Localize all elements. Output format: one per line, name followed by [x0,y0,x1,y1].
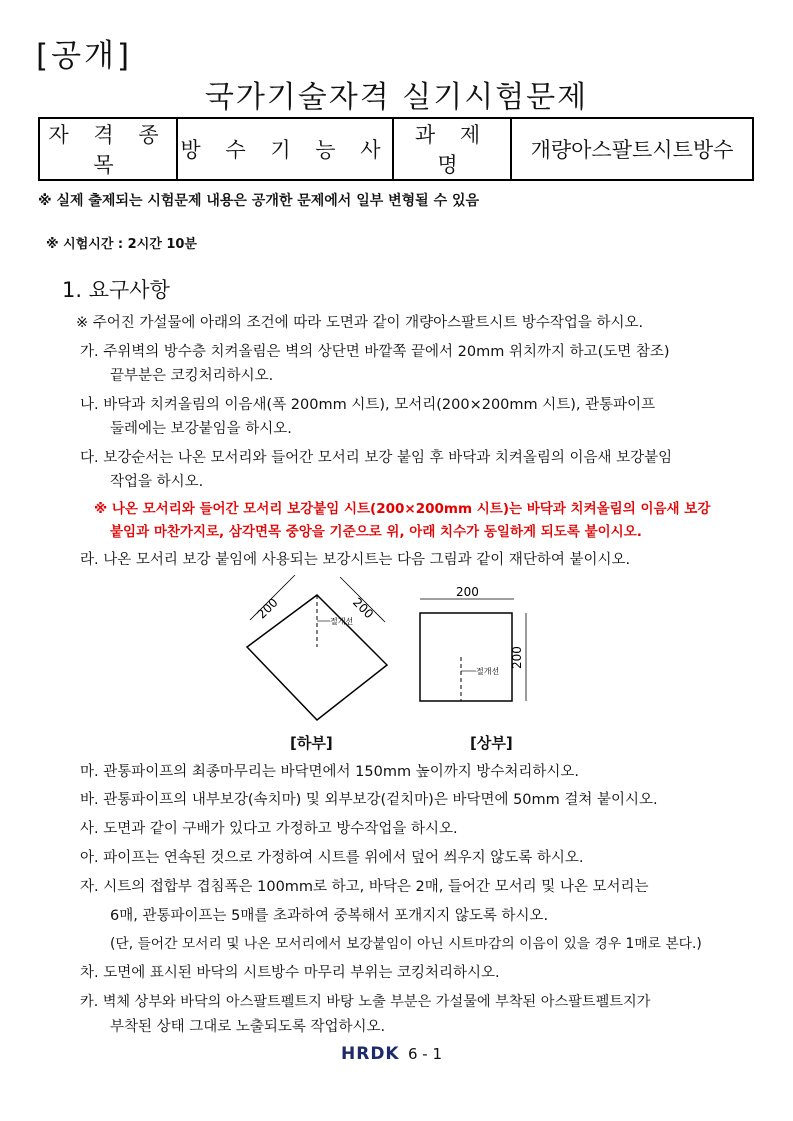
dim-top-label: 200 [456,585,479,599]
cut-line-label-1: 절개선 [330,617,354,626]
notice-text: ※ 실제 출제되는 시험문제 내용은 공개한 문제에서 일부 변형될 수 있음 [38,193,480,209]
dim-side-label: 200 [510,646,524,669]
item-ga-line2: 끝부분은 코킹처리하시오. [110,368,274,384]
cut-line-label-2: 절개선 [476,667,500,676]
cut-sheet-figure [230,575,550,725]
dim-right-label: 200 [350,595,377,622]
item-ma: 마. 관통파이프의 최종마무리는 바닥면에서 150mm 높이까지 방수처리하시오. [80,764,579,780]
qualification-info-table [38,117,754,181]
task-label: 과 제 명 [393,118,511,180]
item-na-line1: 나. 바닥과 치켜올림의 이음새(폭 200mm 시트), 모서리(200×200mm 시트), 관통파이프 [80,397,656,413]
category-label: 자 격 종 목 [39,118,177,180]
section-heading: 1. 요구사항 [62,278,170,302]
item-cha: 차. 도면에 표시된 바닥의 시트방수 마무리 부위는 코킹처리하시오. [80,965,500,981]
item-a: 아. 파이프는 연속된 것으로 가정하여 시트를 위에서 덮어 씌우지 않도록 하시오. [80,850,584,866]
exam-time: ※ 시험시간 : 2시간 10분 [46,237,197,252]
item-ka-line1: 카. 벽체 상부와 바닥의 아스팔트펠트지 바탕 노출 부분은 가설물에 부착된 아스팔트펠트지가 [80,994,651,1010]
task-value: 개량아스팔트시트방수 [511,118,753,180]
item-ja-line1: 자. 시트의 접합부 겹침폭은 100mm로 하고, 바닥은 2매, 들어간 모서리 및 나온 모서리는 [80,879,649,895]
caption-top: [상부] [470,734,513,752]
caption-bottom: [하부] [290,734,333,752]
dim-left-label: 200 [254,595,281,622]
public-badge: [공개] [36,38,133,74]
page-number: 6 - 1 [408,1045,443,1063]
category-value: 방 수 기 능 사 [177,118,393,180]
item-da-line1: 다. 보강순서는 나온 모서리와 들어간 모서리 보강 붙임 후 바닥과 치켜올림의 이음새 보강붙임 [80,450,673,466]
item-ga-line1: 가. 주위벽의 방수층 치켜올림은 벽의 상단면 바깥쪽 끝에서 20mm 위치까지 하고(도면 참조) [80,344,670,360]
hrdk-logo: HRDK [341,1044,400,1064]
item-ra: 라. 나온 모서리 보강 붙임에 사용되는 보강시트는 다음 그림과 같이 재단하여 붙이시오. [80,552,631,568]
item-ja-line2: 6매, 관통파이프는 5매를 초과하여 중복해서 포개지지 않도록 하시오. [110,908,549,924]
item-na-line2: 둘레에는 보강붙임을 하시오. [110,421,292,437]
intro-text: ※ 주어진 가설물에 아래의 조건에 따라 도면과 같이 개량아스팔트시트 방수작업을 하시오. [76,315,644,331]
item-ja-line3: (단, 들어간 모서리 및 나온 모서리에서 보강붙임이 아닌 시트마감의 이음이 있을 경우 1매로 본다.) [110,936,702,952]
item-sa: 사. 도면과 같이 구배가 있다고 가정하고 방수작업을 하시오. [80,821,458,837]
item-ba: 바. 관통파이프의 내부보강(속치마) 및 외부보강(겉치마)은 바닥면에 50mm 걸쳐 붙이시오. [80,792,658,808]
document-title: 국가기술자격 실기시험문제 [204,80,589,115]
red-note-line2: 붙임과 마찬가지로, 삼각면목 중앙을 기준으로 위, 아래 치수가 동일하게 되도록 붙이시오. [110,524,642,540]
red-note-line1: ※ 나온 모서리와 들어간 모서리 보강붙임 시트(200×200mm 시트)는 바닥과 치켜올림의 이음새 보강 [94,501,711,517]
item-ka-line2: 부착된 상태 그대로 노출되도록 작업하시오. [110,1019,386,1035]
square-sheet-shape [420,613,512,701]
item-da-line2: 작업을 하시오. [110,474,204,490]
